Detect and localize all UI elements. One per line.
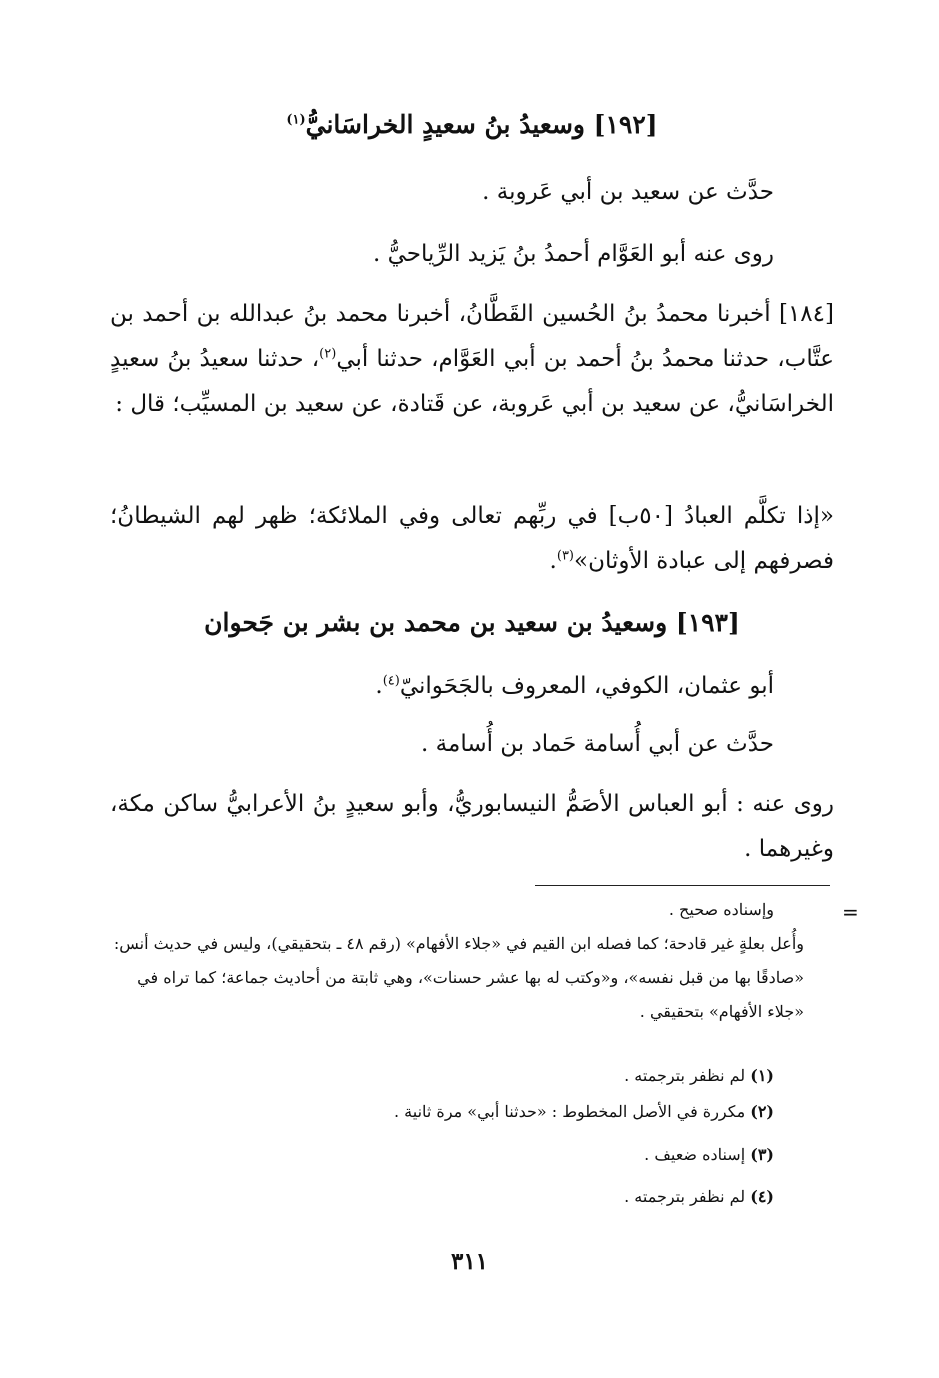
hadith-quote-text: «إذا تكلَّم العبادُ [٥٠ب] في ربِّهم تعالى وفي الملائكة؛ ظهر لهم الشيطانُ؛ فصرفهم إلى عبادة الأوثان»	[110, 503, 834, 574]
footnote-4	[110, 1180, 834, 1214]
entry-193-narrated-by: روى عنه : أبو العباس الأصَمُّ النيسابوريُّ، وأبو سعيدٍ بنُ الأعرابيُّ ساكن مكة، وغيرهما .	[110, 791, 834, 862]
hadith-184-chain	[110, 292, 834, 427]
footnote-1-text: لم نظفر بترجمته .	[624, 1066, 746, 1085]
footnote-2	[110, 1095, 834, 1129]
footnote-1	[110, 1059, 834, 1093]
hadith-quote-end: .	[549, 548, 557, 574]
entry-193-kunya-end: .	[375, 673, 383, 699]
footnote-ref-2: (٢)	[319, 346, 337, 362]
footnote-4-text: لم نظفر بترجمته .	[624, 1187, 746, 1206]
hadith-chain-text-end: ، حدثنا سعيدُ بنُ سعيدٍ الخراسَانيُّ، عن سعيد بن أبي عَروبة، عن قَتادة، عن سعيد بن المسيِّب؛ قال :	[110, 346, 834, 417]
entry-193-kunya-text: أبو عثمان، الكوفي، المعروف بالجَحَوانيّ	[399, 673, 774, 699]
entry-193-kunya	[110, 664, 834, 709]
entry-192-heading-text: [١٩٢] وسعيدُ بنُ سعيدٍ الخراسَانيُّ	[305, 110, 658, 139]
hadith-chain-text: [١٨٤] أخبرنا محمدُ بنُ الحُسين القَطَّانُ، أخبرنا محمد بنُ عبدالله بن أحمد بن عتَّاب، حدثنا محمدُ بنُ أحمد بن أبي العَوَّام، حدثنا أبي	[110, 301, 834, 372]
page-number: ٣١١	[450, 1248, 489, 1275]
footnote-3-text: إسناده ضعيف .	[644, 1145, 746, 1164]
entry-192-heading	[110, 110, 834, 139]
entry-193-narrated-from: حدَّث عن أبي أُسامة حَماد بن أُسامة .	[421, 731, 774, 757]
footnote-continuation-2: وأُعل بعلةٍ غير قادحة؛ كما فصله ابن القيم في «جلاء الأفهام» (رقم ٤٨ ـ بتحقيقي)، وليس في حديث أنس: «صادقًا بها من قبل نفسه»، و«وكتب له بها عشر حسنات»، وهي ثابتة من أحاديث جماعة؛ كما تراه في «جلاء الأفهام» بتحقيقي .	[113, 934, 804, 1021]
footnote-3	[110, 1138, 834, 1172]
footnote-ref-1: (١)	[286, 112, 306, 128]
continuation-mark: =	[842, 900, 859, 924]
hadith-184-quote	[110, 494, 834, 584]
footnote-4-number: (٤)	[750, 1187, 774, 1206]
footnote-ref-4: (٤)	[382, 673, 400, 689]
footnote-ref-3: (٣)	[556, 548, 574, 564]
footnote-2-text: مكررة في الأصل المخطوط : «حدثنا أبي» مرة ثانية .	[393, 1102, 746, 1121]
entry-193-heading: [١٩٣] وسعيدُ بن سعيد بن محمد بن بشر بن جَحوان	[204, 608, 740, 637]
entry-192-narrated-from: حدَّث عن سعيد بن أبي عَروبة .	[482, 179, 774, 205]
footnote-2-number: (٢)	[750, 1102, 774, 1121]
footnote-continuation-1: وإسناده صحيح .	[668, 900, 774, 919]
entry-192-narrated-by: روى عنه أبو العَوَّام أحمدُ بنُ يَزيد الرِّياحيُّ .	[372, 241, 774, 267]
footnote-1-number: (١)	[750, 1066, 774, 1085]
footnote-3-number: (٣)	[750, 1145, 774, 1164]
footnote-separator	[535, 885, 830, 886]
